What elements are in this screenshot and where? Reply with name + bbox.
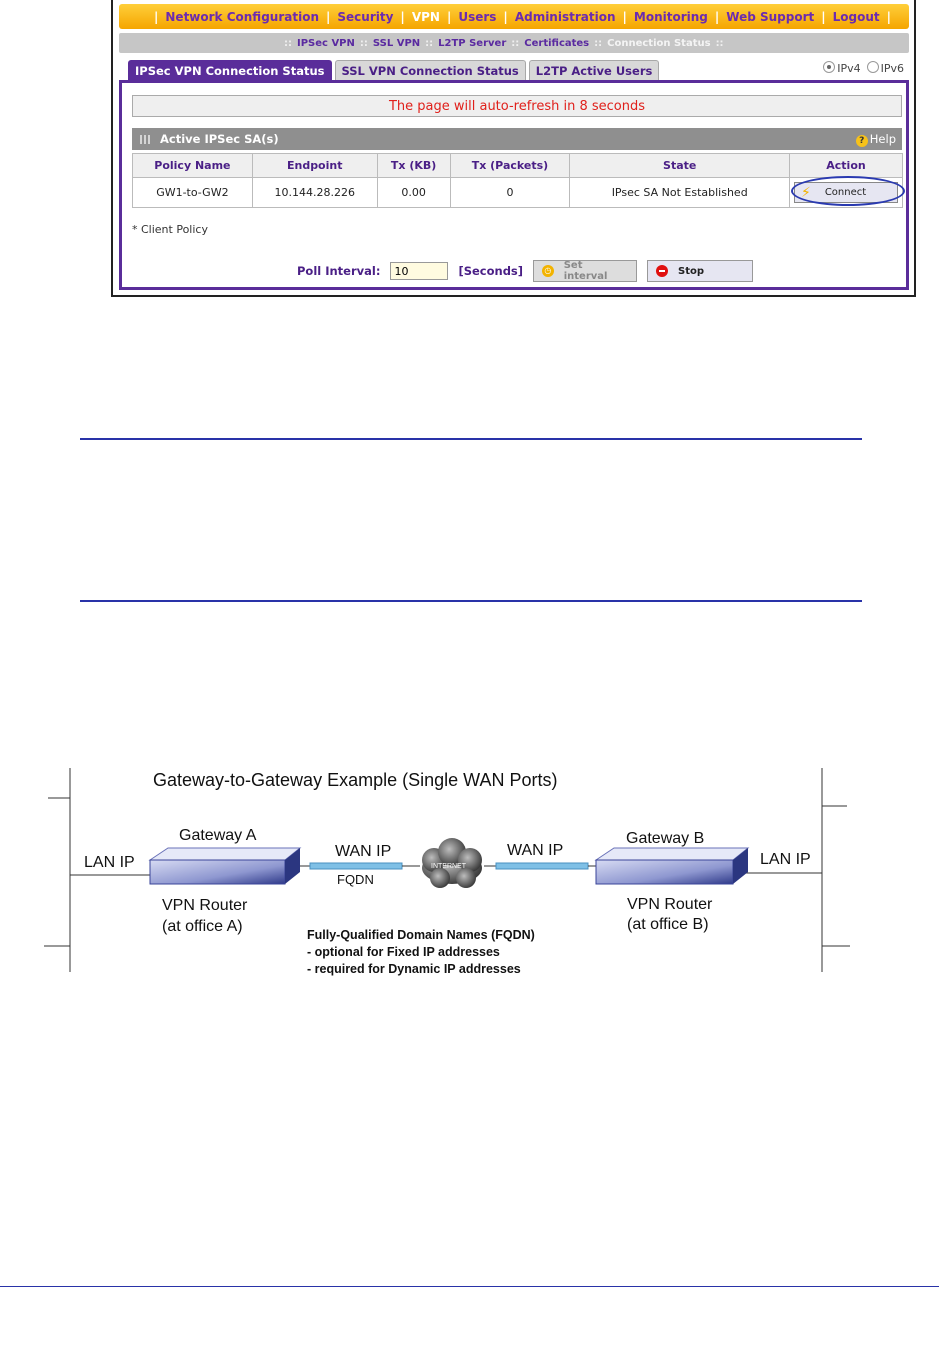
nav-logout[interactable]: Logout (832, 9, 880, 24)
router-b-line1: VPN Router (627, 896, 713, 913)
fqdn-note-title: Fully-Qualified Domain Names (FQDN) (307, 928, 535, 942)
nav-administration[interactable]: Administration (514, 9, 616, 24)
internet-label: INTERNET (431, 863, 466, 870)
ipv6-radio[interactable]: IPv6 (867, 61, 904, 75)
poll-interval-unit: [Seconds] (458, 264, 524, 278)
wan-ip-right-label: WAN IP (507, 842, 564, 859)
subnav-ipsec-vpn[interactable]: IPSec VPN (297, 37, 355, 49)
nav-security[interactable]: Security (337, 9, 394, 24)
col-state: State (570, 154, 790, 178)
gateway-b-label: Gateway B (626, 830, 705, 847)
col-tx-packets: Tx (Packets) (450, 154, 570, 178)
tab-ssl-vpn-connection-status[interactable]: SSL VPN Connection Status (335, 60, 526, 80)
lan-ip-right-label: LAN IP (760, 851, 811, 868)
nav-vpn[interactable]: VPN (411, 9, 440, 24)
connect-button[interactable]: ⚡ Connect (794, 182, 898, 203)
wan-ip-left-label: WAN IP (335, 843, 392, 860)
cell-tx-packets: 0 (450, 178, 570, 208)
set-interval-button[interactable]: ◷ Set interval (533, 260, 637, 282)
subnav-l2tp-server[interactable]: L2TP Server (438, 37, 507, 49)
col-endpoint: Endpoint (252, 154, 377, 178)
cell-tx-kb: 0.00 (377, 178, 450, 208)
col-policy-name: Policy Name (133, 154, 253, 178)
nav-users[interactable]: Users (458, 9, 497, 24)
cell-state: IPsec SA Not Established (570, 178, 790, 208)
fqdn-label: FQDN (337, 872, 374, 887)
auto-refresh-message: The page will auto-refresh in 8 seconds (132, 95, 902, 117)
wan-link-left (310, 863, 402, 869)
fqdn-note-dynamic: - required for Dynamic IP addresses (307, 962, 521, 976)
nav-web-support[interactable]: Web Support (726, 9, 815, 24)
subnav-connection-status[interactable]: Connection Status (607, 37, 711, 49)
fqdn-note-fixed: - optional for Fixed IP addresses (307, 945, 500, 959)
gateway-a-label: Gateway A (179, 827, 257, 844)
poll-interval-label: Poll Interval: (297, 264, 381, 278)
cell-endpoint: 10.144.28.226 (252, 178, 377, 208)
clock-icon: ◷ (542, 265, 554, 277)
router-a-line2: (at office A) (162, 918, 243, 935)
router-a-icon (150, 848, 300, 884)
nav-network-configuration[interactable]: Network Configuration (165, 9, 319, 24)
diagram-title: Gateway-to-Gateway Example (Single WAN Ports) (153, 770, 558, 790)
stop-button[interactable]: Stop (647, 260, 753, 282)
wan-link-right (496, 863, 588, 869)
col-action: Action (789, 154, 902, 178)
router-b-icon (596, 848, 748, 884)
subnav-ssl-vpn[interactable]: SSL VPN (372, 37, 421, 49)
client-policy-note: * Client Policy (132, 223, 208, 236)
section-title: Active IPSec SA(s) (160, 132, 279, 146)
tab-l2tp-active-users[interactable]: L2TP Active Users (529, 60, 660, 80)
nav-monitoring[interactable]: Monitoring (633, 9, 708, 24)
ipv4-radio[interactable]: IPv4 (823, 61, 860, 75)
help-link[interactable]: ? Help (856, 128, 896, 150)
sub-nav: :: IPSec VPN :: SSL VPN :: L2TP Server :: Certificates :: Connection Status :: (119, 33, 909, 53)
main-nav: | Network Configuration | Security | VPN | Users | Administration | Monitoring | Web Support | Logout | (119, 4, 909, 29)
tab-ipsec-vpn-connection-status[interactable]: IPSec VPN Connection Status (128, 60, 332, 80)
cell-policy: GW1-to-GW2 (133, 178, 253, 208)
router-b-line2: (at office B) (627, 916, 709, 933)
col-tx-kb: Tx (KB) (377, 154, 450, 178)
subnav-certificates[interactable]: Certificates (524, 37, 590, 49)
lightning-icon: ⚡ (800, 184, 811, 201)
lan-ip-left-label: LAN IP (84, 854, 135, 871)
router-a-line1: VPN Router (162, 897, 248, 914)
help-icon: ? (856, 135, 868, 147)
